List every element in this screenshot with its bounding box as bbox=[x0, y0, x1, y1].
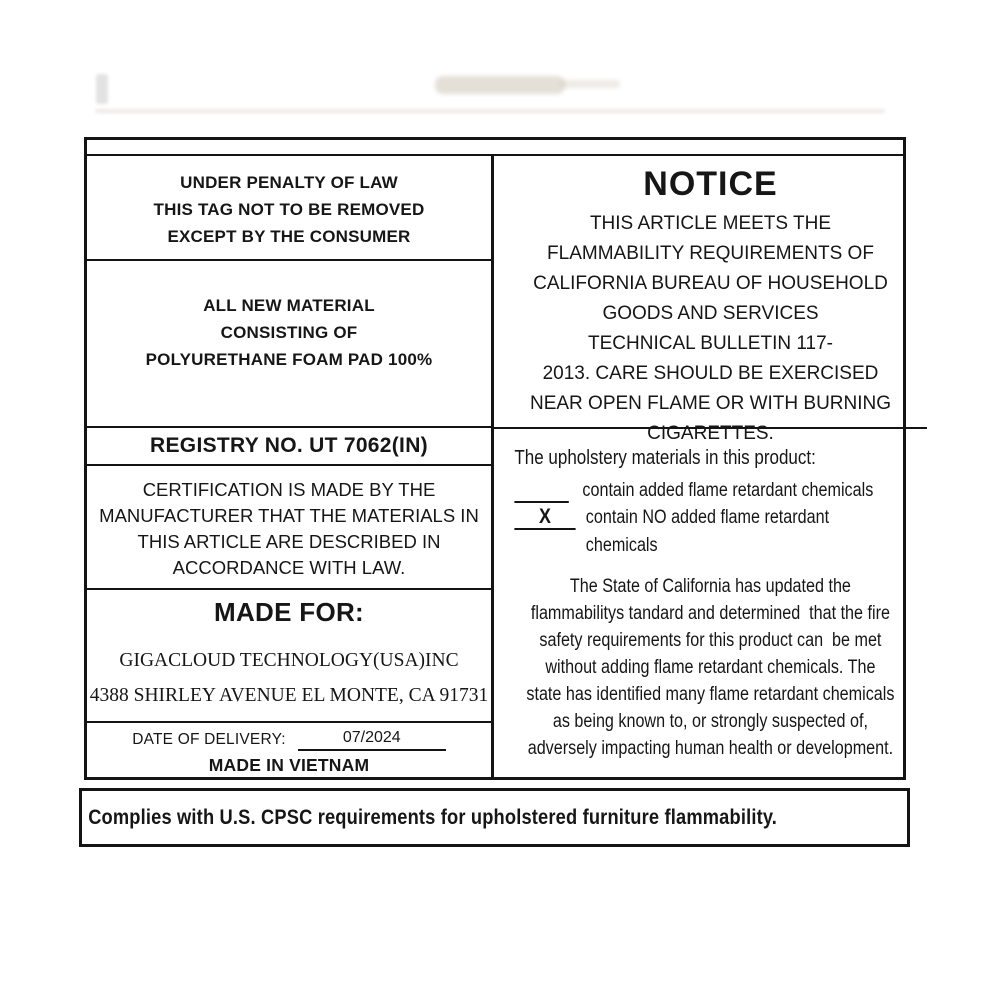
penalty-section bbox=[87, 156, 491, 261]
notice-line: CALIFORNIA BUREAU OF HOUSEHOLD bbox=[533, 273, 888, 294]
law-label bbox=[84, 137, 906, 780]
unchecked-blank-line bbox=[514, 481, 568, 503]
made-for-section bbox=[87, 590, 491, 723]
notice-line: THIS ARTICLE MEETS THE bbox=[589, 213, 832, 234]
delivery-label: DATE OF DELIVERY: bbox=[132, 731, 286, 748]
certification-line: THIS ARTICLE ARE DESCRIBED IN bbox=[137, 531, 441, 553]
certification-line: ACCORDANCE WITH LAW. bbox=[172, 557, 406, 579]
delivery-section bbox=[87, 723, 491, 777]
made-for-address: 4388 SHIRLEY AVENUE EL MONTE, CA 91731 bbox=[89, 685, 489, 707]
state-paragraph-line: adversely impacting human health or development. bbox=[527, 738, 894, 759]
upholstery-intro: The upholstery materials in this product: bbox=[514, 447, 816, 469]
label-left-column bbox=[87, 156, 494, 777]
made-for-title: MADE FOR: bbox=[213, 597, 365, 628]
option-row-added-chemicals bbox=[514, 479, 926, 503]
scan-artifact bbox=[95, 109, 885, 113]
penalty-line: EXCEPT BY THE CONSUMER bbox=[167, 227, 411, 246]
notice-line: GOODS AND SERVICES bbox=[602, 303, 819, 324]
penalty-line: UNDER PENALTY OF LAW bbox=[180, 173, 398, 192]
scan-artifact bbox=[435, 76, 565, 94]
label-top-strip bbox=[87, 140, 903, 156]
label-columns bbox=[87, 156, 903, 777]
option-no-added-chemicals-continuation: chemicals bbox=[585, 535, 658, 556]
material-line: CONSISTING OF bbox=[220, 323, 358, 343]
cpsc-compliance-text: Complies with U.S. CPSC requirements for upholstered furniture flammability. bbox=[88, 805, 778, 829]
state-paragraph-line: state has identified many flame retardant chemicals bbox=[526, 684, 895, 705]
upholstery-declaration bbox=[494, 429, 927, 559]
delivery-row bbox=[87, 728, 491, 751]
state-of-california-paragraph bbox=[494, 573, 927, 762]
registry-section bbox=[87, 428, 491, 466]
state-paragraph-line: safety requirements for this product can be met bbox=[539, 630, 882, 651]
scan-artifact bbox=[96, 74, 108, 104]
notice-line: CIGARETTES. bbox=[647, 423, 774, 444]
certification-line: CERTIFICATION IS MADE BY THE bbox=[142, 479, 436, 501]
flame-retardant-section bbox=[494, 429, 927, 777]
option-row-no-added-chemicals bbox=[514, 506, 926, 530]
notice-line: NEAR OPEN FLAME OR WITH BURNING bbox=[529, 393, 892, 414]
made-for-company: GIGACLOUD TECHNOLOGY(USA)INC bbox=[119, 650, 459, 672]
delivery-date-value: 07/2024 bbox=[298, 728, 446, 751]
penalty-line: THIS TAG NOT TO BE REMOVED bbox=[153, 200, 425, 219]
option-no-added-chemicals-label: contain NO added flame retardant bbox=[585, 507, 830, 528]
scan-artifact bbox=[560, 80, 620, 88]
state-paragraph-line: The State of California has updated the bbox=[569, 576, 851, 597]
notice-body bbox=[494, 209, 927, 449]
option-added-chemicals-label: contain added flame retardant chemicals bbox=[582, 480, 874, 501]
material-line: POLYURETHANE FOAM PAD 100% bbox=[145, 350, 433, 370]
state-paragraph-line: as being known to, or strongly suspected of, bbox=[552, 711, 868, 732]
material-section bbox=[87, 261, 491, 428]
cpsc-compliance-bar bbox=[79, 788, 910, 847]
registry-number: REGISTRY NO. UT 7062(IN) bbox=[150, 434, 428, 458]
state-paragraph-line: without adding flame retardant chemicals. The bbox=[545, 657, 876, 678]
checked-x-mark: X bbox=[514, 506, 575, 530]
country-of-origin: MADE IN VIETNAM bbox=[208, 755, 370, 775]
certification-line: MANUFACTURER THAT THE MATERIALS IN bbox=[99, 505, 479, 527]
certification-section bbox=[87, 466, 491, 590]
label-right-column bbox=[494, 156, 927, 777]
flame-retardant-content bbox=[494, 429, 927, 762]
notice-section bbox=[494, 156, 927, 444]
state-paragraph-line: flammabilitys tandard and determined that the fire bbox=[530, 603, 890, 624]
notice-line: TECHNICAL BULLETIN 117- bbox=[588, 333, 833, 354]
notice-title: NOTICE bbox=[643, 165, 778, 203]
material-line: ALL NEW MATERIAL bbox=[203, 296, 375, 316]
notice-line: 2013. CARE SHOULD BE EXERCISED bbox=[542, 363, 879, 384]
notice-line: FLAMMABILITY REQUIREMENTS OF bbox=[547, 243, 874, 264]
